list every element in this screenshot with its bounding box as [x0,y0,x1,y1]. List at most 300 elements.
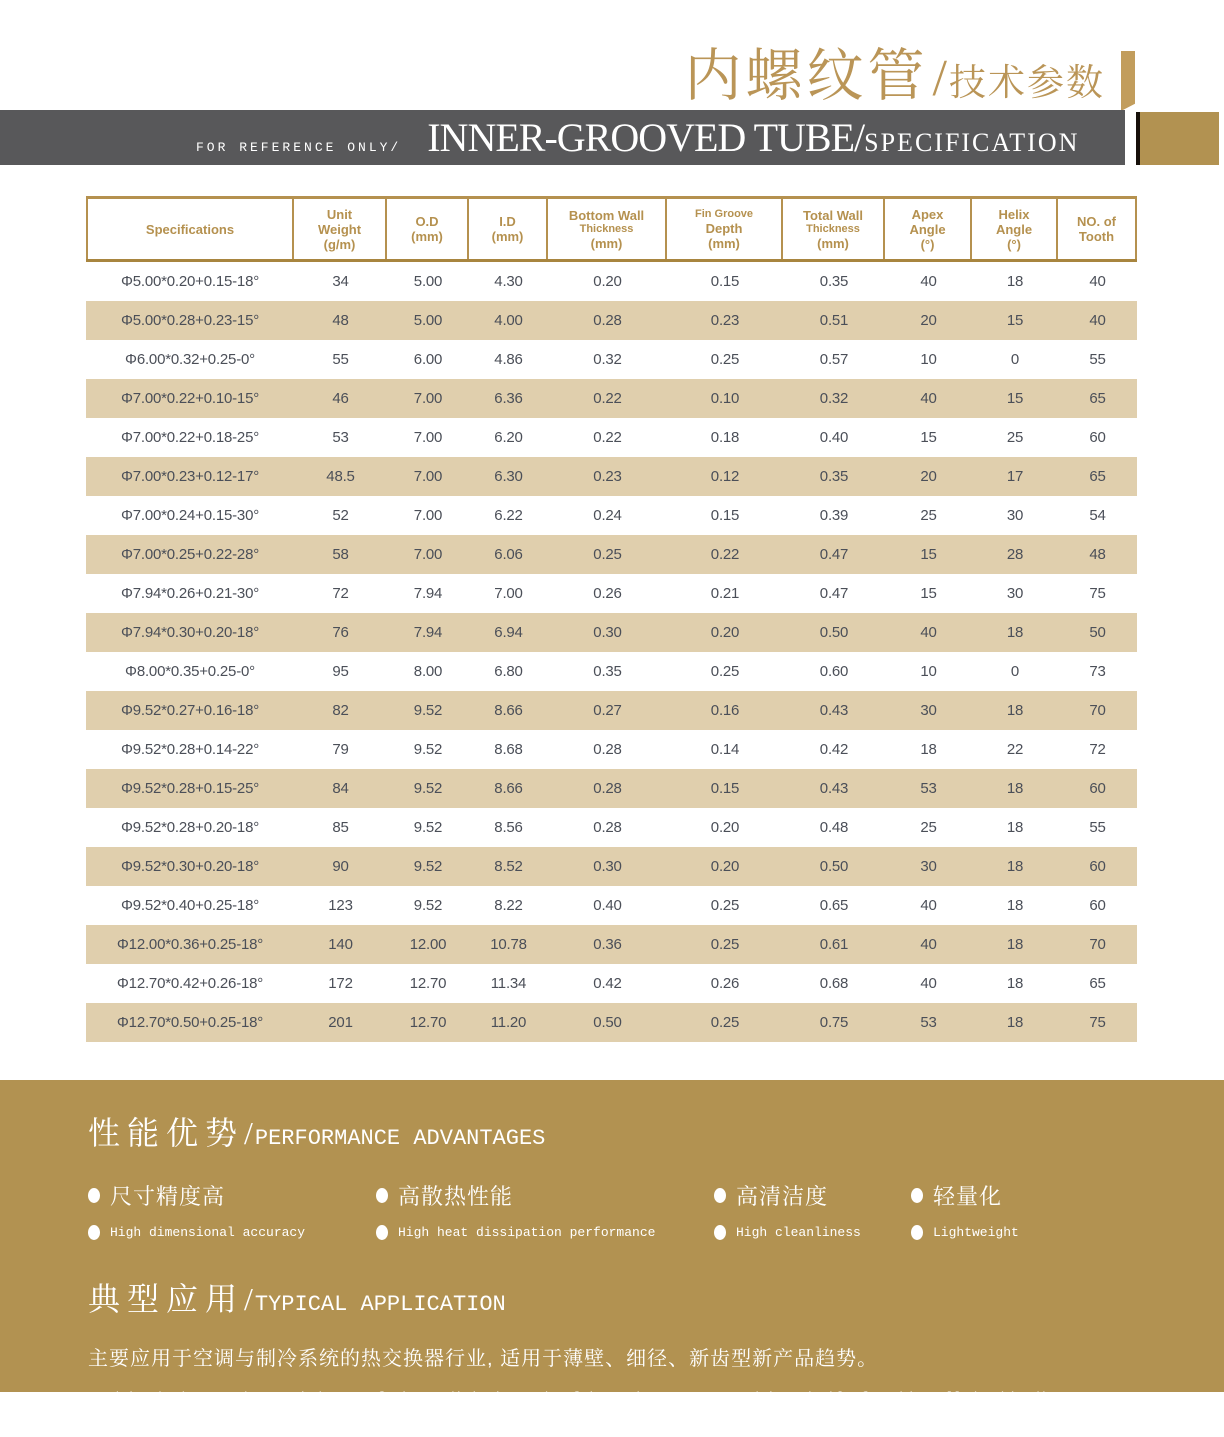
value-cell: 60 [1089,897,1106,914]
bullet-icon [714,1225,726,1240]
value-cell: 0.35 [819,273,849,290]
table-row [86,691,1137,730]
value-cell: 0.61 [819,936,849,953]
value-cell: 0.28 [593,312,622,329]
value-cell: 60 [1089,429,1106,446]
value-cell: 34 [332,273,349,290]
value-cell: 0.10 [710,390,740,407]
table-row [86,1003,1137,1042]
column-header-line: (°) [920,236,935,252]
value-cell: 11.20 [490,1014,527,1031]
value-cell: 18 [1006,897,1024,914]
value-cell: 0.27 [593,702,622,719]
value-cell: 18 [1006,936,1024,953]
application-description-english: Used in the heat exchanger industry of air conditioning and refrigeration systems, and is suitable for thin-walled, thin-diameter, new tooth shape and new product trends. [88,1390,1103,1431]
column-header-line: Depth [705,220,743,236]
value-cell: 70 [1089,702,1106,719]
value-cell: 0.21 [710,585,740,602]
advantage-item-english [88,1225,376,1240]
value-cell: 140 [328,936,353,953]
value-cell: 55 [1089,819,1106,836]
value-cell: 55 [1089,351,1106,368]
value-cell: 12.00 [409,936,447,953]
value-cell: 15 [1006,312,1024,329]
spec-cell: Φ12.70*0.42+0.26-18° [116,975,264,992]
value-cell: 48 [332,312,349,329]
advantage-item-chinese [911,1180,1002,1211]
value-cell: 4.30 [494,273,523,290]
value-cell: 7.94 [413,624,443,641]
value-cell: 10 [920,351,937,368]
table-row [86,262,1137,301]
value-cell: 18 [1006,624,1024,641]
value-cell: 30 [920,702,937,719]
value-cell: 6.00 [413,351,443,368]
value-cell: 0.47 [819,546,849,563]
value-cell: 0.25 [710,663,740,680]
value-cell: 0.22 [593,429,622,446]
column-header-line: (g/m) [323,236,356,252]
advantage-item-chinese-label: 高清洁度 [736,1184,829,1209]
value-cell: 0.47 [819,585,849,602]
column-header-line: Angle [909,221,946,237]
column-header [1058,199,1137,259]
value-cell: 5.00 [413,273,443,290]
value-cell: 46 [332,390,349,407]
value-cell: 8.66 [494,702,523,719]
table-row [86,457,1137,496]
column-header-line: Weight [317,221,362,237]
value-cell: 0.42 [593,975,622,992]
value-cell: 12.70 [409,1014,447,1031]
value-cell: 18 [920,741,937,758]
column-header-line: (°) [1007,236,1021,252]
column-header-line: (mm) [491,229,524,244]
column-header-line: Thickness [579,222,634,235]
header-band [0,110,1125,165]
value-cell: 7.00 [413,546,443,563]
value-cell: 0.20 [710,624,740,641]
value-cell: 72 [1089,741,1106,758]
value-cell: 0.15 [710,273,740,290]
value-cell: 8.66 [494,780,523,797]
value-cell: 58 [332,546,349,563]
title-slash: / [932,50,947,107]
value-cell: 22 [1006,741,1024,758]
value-cell: 18 [1006,1014,1024,1031]
value-cell: 40 [920,897,937,914]
table-row [86,613,1137,652]
spec-cell: Φ7.00*0.23+0.12-17° [120,468,260,485]
value-cell: 123 [328,897,353,914]
value-cell: 40 [920,390,937,407]
value-cell: 9.52 [413,819,443,836]
value-cell: 0.35 [593,663,622,680]
advantage-item-chinese-label: 高散热性能 [398,1184,514,1209]
advantages-heading-english: PERFORMANCE ADVANTAGES [254,1126,546,1151]
bullet-icon [376,1188,388,1203]
value-cell: 18 [1006,975,1024,992]
table-row [86,535,1137,574]
value-cell: 0.26 [710,975,740,992]
value-cell: 0.40 [593,897,622,914]
value-cell: 72 [332,585,349,602]
value-cell: 25 [1006,429,1024,446]
column-header-line: Unit [326,206,353,222]
performance-advantages-heading [88,1108,1224,1154]
spec-cell: Φ9.52*0.28+0.20-18° [120,819,260,836]
column-header-line: Tooth [1078,229,1115,244]
table-row [86,886,1137,925]
title-subtitle-chinese: 技术参数 [949,63,1105,104]
value-cell: 7.00 [413,429,443,446]
value-cell: 52 [332,507,349,524]
application-heading-slash: / [244,1281,253,1317]
table-row [86,301,1137,340]
bullet-icon [88,1188,100,1203]
value-cell: 0 [1010,663,1020,680]
value-cell: 79 [332,741,349,758]
value-cell: 48 [1089,546,1106,563]
column-header-line: (mm) [411,229,443,244]
value-cell: 95 [332,663,349,680]
value-cell: 85 [332,819,349,836]
advantage-item-english [911,1225,1019,1240]
column-header-line: (mm) [590,235,623,251]
spec-cell: Φ12.70*0.50+0.25-18° [116,1014,264,1031]
value-cell: 20 [920,468,937,485]
value-cell: 55 [332,351,349,368]
advantage-item-chinese [376,1180,714,1211]
column-header [783,199,885,259]
column-header-line: Apex [911,206,944,222]
value-cell: 10.78 [490,936,527,953]
column-header-line: Angle [995,221,1033,237]
bottom-gold-section [0,1080,1224,1431]
table-row [86,847,1137,886]
value-cell: 50 [1089,624,1106,641]
column-header-line: I.D [499,214,516,229]
bullet-icon [911,1188,923,1203]
value-cell: 8.22 [494,897,523,914]
subtitle-english: SPECIFICATION [864,128,1080,157]
spec-cell: Φ5.00*0.28+0.23-15° [120,312,260,329]
value-cell: 65 [1089,468,1106,485]
value-cell: 40 [920,624,937,641]
value-cell: 11.34 [490,975,527,992]
gold-ribbon-decoration [1121,51,1135,111]
value-cell: 40 [920,273,937,290]
title-chinese: 内螺纹管 [684,45,929,108]
advantages-list-english [88,1225,1224,1240]
value-cell: 15 [920,429,937,446]
value-cell: 60 [1089,780,1106,797]
value-cell: 0.20 [593,273,622,290]
value-cell: 0.30 [593,858,622,875]
table-row [86,769,1137,808]
page-title [685,30,1105,112]
spec-cell: Φ5.00*0.20+0.15-18° [120,273,260,290]
column-header-line: (mm) [708,235,740,251]
value-cell: 20 [920,312,937,329]
table-row [86,418,1137,457]
value-cell: 15 [920,546,937,563]
column-header [86,199,294,259]
advantage-item-chinese-label: 轻量化 [933,1184,1003,1209]
column-header-line: Thickness [806,222,860,235]
table-row [86,574,1137,613]
value-cell: 40 [920,936,937,953]
value-cell: 75 [1089,585,1106,602]
value-cell: 40 [920,975,937,992]
value-cell: 0.57 [819,351,849,368]
specification-table [86,196,1137,1042]
value-cell: 0.42 [819,741,849,758]
value-cell: 0.32 [819,390,849,407]
value-cell: 18 [1006,273,1024,290]
value-cell: 7.00 [413,468,443,485]
advantage-item-english-label: High cleanliness [736,1225,861,1240]
reference-note: FOR REFERENCE ONLY/ [196,140,402,155]
value-cell: 0.39 [819,507,849,524]
value-cell: 0.50 [593,1014,622,1031]
column-header-line: NO. of [1077,214,1116,229]
value-cell: 0.25 [710,351,740,368]
spec-cell: Φ7.00*0.22+0.10-15° [120,390,260,407]
value-cell: 0.22 [593,390,622,407]
value-cell: 0.28 [593,819,622,836]
value-cell: 7.00 [413,390,443,407]
value-cell: 0.48 [819,819,849,836]
value-cell: 28 [1006,546,1024,563]
value-cell: 0.25 [710,1014,740,1031]
column-header-line: (mm) [817,235,849,251]
column-header [548,199,667,259]
value-cell: 0.16 [710,702,740,719]
column-header-line: O.D [415,214,439,229]
value-cell: 82 [332,702,349,719]
value-cell: 0.14 [710,741,740,758]
value-cell: 10 [920,663,937,680]
column-header-line: Fin Groove [694,207,754,220]
column-header-line: Specifications [145,221,235,237]
value-cell: 60 [1089,858,1106,875]
value-cell: 15 [1006,390,1024,407]
value-cell: 90 [332,858,349,875]
value-cell: 8.56 [494,819,523,836]
value-cell: 6.22 [494,507,523,524]
bullet-icon [714,1188,726,1203]
value-cell: 6.94 [494,624,523,641]
value-cell: 0.43 [819,780,849,797]
spec-cell: Φ7.94*0.30+0.20-18° [120,624,260,641]
value-cell: 0.25 [710,897,740,914]
value-cell: 7.00 [413,507,443,524]
value-cell: 0.28 [593,780,622,797]
advantage-item-english [714,1225,911,1240]
value-cell: 70 [1089,936,1106,953]
value-cell: 0.20 [710,819,740,836]
value-cell: 53 [920,780,937,797]
value-cell: 8.00 [413,663,443,680]
value-cell: 0.35 [819,468,849,485]
bullet-icon [88,1225,100,1240]
value-cell: 0.24 [593,507,622,524]
value-cell: 172 [328,975,353,992]
value-cell: 18 [1006,702,1024,719]
spec-cell: Φ7.94*0.26+0.21-30° [120,585,260,602]
value-cell: 4.86 [494,351,523,368]
value-cell: 0.18 [710,429,740,446]
table-row [86,652,1137,691]
value-cell: 30 [920,858,937,875]
value-cell: 54 [1089,507,1106,524]
column-header [387,199,469,259]
value-cell: 0.30 [593,624,622,641]
table-row [86,496,1137,535]
table-row [86,379,1137,418]
bullet-icon [376,1225,388,1240]
spec-cell: Φ12.00*0.36+0.25-18° [116,936,264,953]
advantage-item-english-label: High dimensional accuracy [110,1225,306,1240]
column-header [972,199,1058,259]
spec-cell: Φ7.00*0.25+0.22-28° [120,546,260,563]
value-cell: 0.60 [819,663,849,680]
value-cell: 9.52 [413,858,443,875]
value-cell: 48.5 [326,468,355,485]
column-header-line: Total Wall [803,207,863,223]
spec-cell: Φ9.52*0.28+0.15-25° [120,780,260,797]
advantage-item-chinese-label: 尺寸精度高 [110,1184,226,1209]
value-cell: 0.36 [593,936,622,953]
value-cell: 7.00 [494,585,523,602]
typical-application-heading [88,1274,1224,1320]
table-row [86,964,1137,1003]
title-english: INNER-GROOVED TUBE/ [427,115,865,160]
value-cell: 0.12 [710,468,740,485]
value-cell: 18 [1006,819,1024,836]
value-cell: 0.40 [819,429,849,446]
value-cell: 30 [1006,507,1024,524]
advantage-item-chinese [714,1180,911,1211]
column-header [667,199,783,259]
value-cell: 0 [1010,351,1020,368]
value-cell: 0.15 [710,507,740,524]
column-header-line: Bottom Wall [568,207,645,223]
table-row [86,730,1137,769]
value-cell: 9.52 [413,741,443,758]
spec-cell: Φ7.00*0.24+0.15-30° [120,507,260,524]
value-cell: 40 [1089,312,1106,329]
value-cell: 30 [1006,585,1024,602]
value-cell: 0.68 [819,975,849,992]
table-row [86,808,1137,847]
spec-cell: Φ9.52*0.30+0.20-18° [120,858,260,875]
value-cell: 0.26 [593,585,622,602]
value-cell: 0.50 [819,624,849,641]
value-cell: 0.65 [819,897,849,914]
value-cell: 0.75 [819,1014,849,1031]
value-cell: 8.52 [494,858,523,875]
value-cell: 6.36 [494,390,523,407]
value-cell: 53 [332,429,349,446]
value-cell: 18 [1006,858,1024,875]
bullet-icon [911,1225,923,1240]
application-description-chinese: 主要应用于空调与制冷系统的热交换器行业, 适用于薄壁、细径、新齿型新产品趋势。 [88,1348,879,1370]
value-cell: 0.51 [819,312,849,329]
column-header [885,199,972,259]
value-cell: 201 [328,1014,353,1031]
value-cell: 53 [920,1014,937,1031]
value-cell: 0.20 [710,858,740,875]
column-header-line: Helix [998,206,1030,222]
value-cell: 0.28 [593,741,622,758]
value-cell: 9.52 [413,897,443,914]
application-heading-chinese: 典型应用 [88,1281,245,1317]
value-cell: 18 [1006,780,1024,797]
value-cell: 76 [332,624,349,641]
value-cell: 6.06 [494,546,523,563]
value-cell: 8.68 [494,741,523,758]
value-cell: 0.25 [593,546,622,563]
spec-cell: Φ9.52*0.28+0.14-22° [120,741,260,758]
value-cell: 0.25 [710,936,740,953]
value-cell: 7.94 [413,585,443,602]
value-cell: 0.22 [710,546,740,563]
value-cell: 25 [920,819,937,836]
value-cell: 0.15 [710,780,740,797]
value-cell: 75 [1089,1014,1106,1031]
value-cell: 15 [920,585,937,602]
value-cell: 9.52 [413,780,443,797]
table-row [86,925,1137,964]
value-cell: 65 [1089,975,1106,992]
advantage-item-chinese [88,1180,376,1211]
advantage-item-english-label: High heat dissipation performance [398,1225,656,1240]
value-cell: 0.50 [819,858,849,875]
column-header [469,199,548,259]
advantages-list-chinese [88,1180,1224,1211]
spec-cell: Φ9.52*0.27+0.16-18° [120,702,260,719]
column-header [294,199,387,259]
advantages-heading-slash: / [244,1115,253,1151]
value-cell: 17 [1006,468,1024,485]
value-cell: 5.00 [413,312,443,329]
value-cell: 6.30 [494,468,523,485]
value-cell: 0.23 [710,312,740,329]
value-cell: 25 [920,507,937,524]
value-cell: 84 [332,780,349,797]
value-cell: 9.52 [413,702,443,719]
spec-cell: Φ7.00*0.22+0.18-25° [120,429,260,446]
table-row [86,340,1137,379]
value-cell: 0.43 [819,702,849,719]
gold-block-decoration [1140,112,1219,165]
value-cell: 6.80 [494,663,523,680]
value-cell: 73 [1089,663,1106,680]
value-cell: 0.23 [593,468,622,485]
value-cell: 0.32 [593,351,622,368]
spec-cell: Φ6.00*0.32+0.25-0° [125,351,255,368]
spec-cell: Φ8.00*0.35+0.25-0° [125,663,255,680]
advantage-item-english [376,1225,714,1240]
value-cell: 12.70 [409,975,447,992]
table-header-row [86,196,1137,262]
advantages-heading-chinese: 性能优势 [88,1115,245,1151]
value-cell: 65 [1089,390,1106,407]
value-cell: 40 [1089,273,1106,290]
spec-cell: Φ9.52*0.40+0.25-18° [120,897,260,914]
